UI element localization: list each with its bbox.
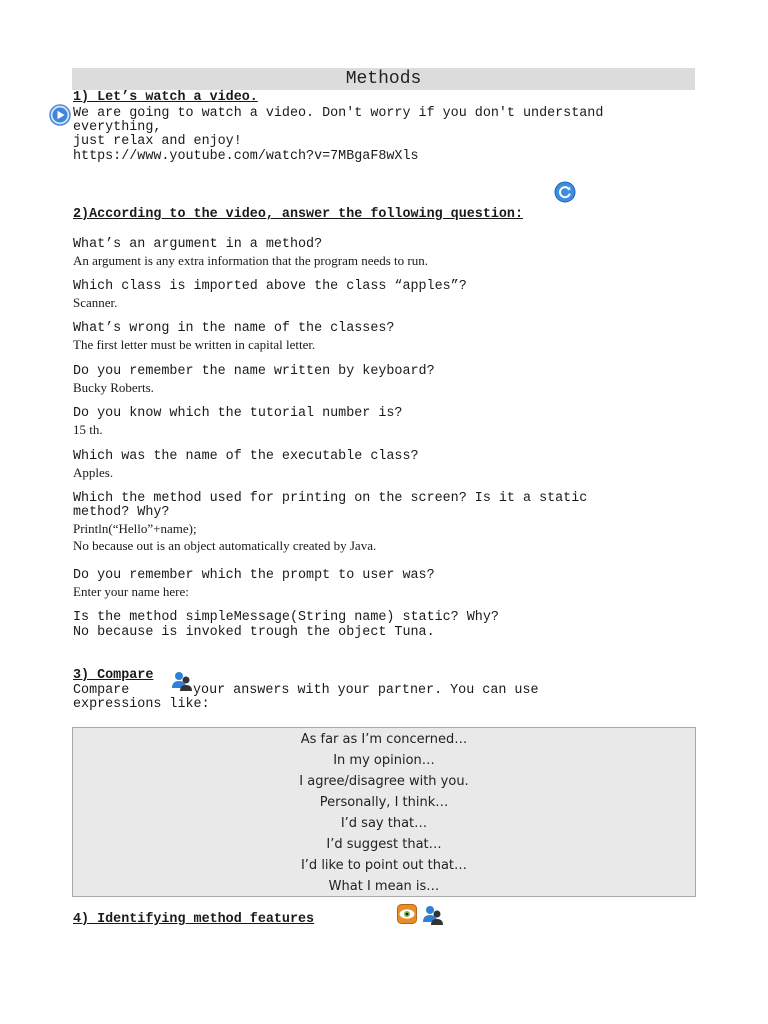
expression-2: In my opinion… [333, 753, 435, 768]
expression-4: Personally, I think… [319, 795, 449, 810]
question-9: Is the method simpleMessage(String name) static? Why? [73, 610, 499, 625]
answer-3: The first letter must be written in capital letter. [73, 337, 316, 352]
answer-7-line-1: Println(“Hello”+name); [73, 521, 197, 536]
question-4: Do you remember the name written by keyboard? [73, 364, 435, 379]
play-video-icon[interactable] [49, 104, 71, 126]
expression-8: What I mean is… [328, 879, 440, 894]
section-1-line-3: just relax and enjoy! [73, 134, 242, 149]
video-url-link[interactable]: https://www.youtube.com/watch?v=7MBgaF8wXls [73, 149, 419, 164]
question-6: Which was the name of the executable class? [73, 449, 419, 464]
question-2: Which class is imported above the class “apples”? [73, 279, 467, 294]
section-3-line-1-start: Compare [73, 683, 130, 698]
answer-6: Apples. [73, 465, 114, 480]
section-1-heading: 1) Let’s watch a video. [73, 90, 258, 105]
section-4-heading: 4) Identifying method features [73, 912, 315, 927]
section-3-line-1-end: your answers with your partner. You can use [193, 683, 539, 698]
answer-2: Scanner. [73, 295, 118, 310]
question-1: What’s an argument in a method? [73, 237, 323, 252]
answer-9: No because is invoked trough the object Tuna. [73, 625, 435, 640]
answer-7-line-2: No because out is an object automatically created by Java. [73, 538, 377, 553]
answer-4: Bucky Roberts. [73, 380, 154, 395]
answer-5: 15 th. [73, 422, 103, 437]
answer-8: Enter your name here: [73, 584, 189, 599]
section-1-line-1: We are going to watch a video. Don't worry if you don't understand [73, 106, 604, 121]
expressions-box [72, 727, 696, 897]
refresh-icon[interactable] [554, 181, 576, 203]
page-title: Methods [72, 68, 695, 90]
section-2-heading: 2)According to the video, answer the following question: [73, 207, 523, 222]
question-8: Do you remember which the prompt to user was? [73, 568, 435, 583]
expression-1: As far as I’m concerned… [300, 732, 468, 747]
expression-6: I’d suggest that… [326, 837, 442, 852]
pair-work-icon-2 [422, 904, 444, 926]
question-5: Do you know which the tutorial number is? [73, 406, 403, 421]
eye-icon [397, 904, 417, 924]
question-3: What’s wrong in the name of the classes? [73, 321, 395, 336]
expression-5: I’d say that… [340, 816, 428, 831]
answer-1: An argument is any extra information that the program needs to run. [73, 253, 428, 268]
section-3-heading: 3) Compare [73, 668, 154, 683]
question-7-line-2: method? Why? [73, 505, 170, 520]
expression-7: I’d like to point out that… [300, 858, 468, 873]
question-7-line-1: Which the method used for printing on the screen? Is it a static [73, 491, 588, 506]
section-3-line-2: expressions like: [73, 697, 210, 712]
section-1-line-2: everything, [73, 120, 162, 135]
expression-3: I agree/disagree with you. [299, 774, 469, 789]
pair-work-icon [171, 670, 193, 692]
